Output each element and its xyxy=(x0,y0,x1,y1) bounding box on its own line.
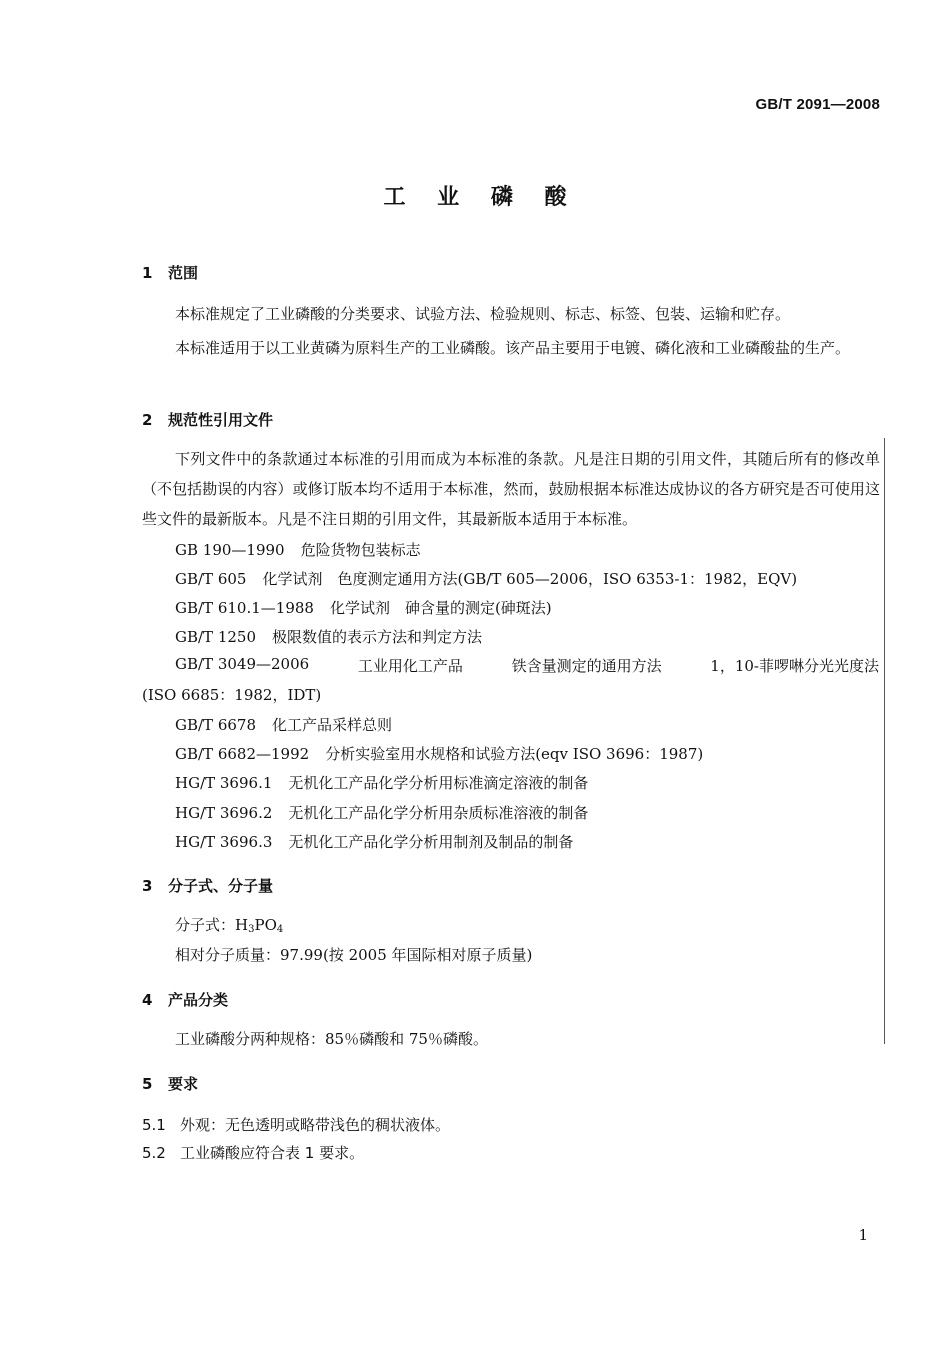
section-4-heading xyxy=(142,989,228,1010)
section-number: 3 xyxy=(142,877,153,895)
reference-item xyxy=(175,568,797,589)
reference-title: 危险货物包装标志 xyxy=(300,541,421,559)
reference-code: GB/T 3049—2006 xyxy=(175,655,310,673)
formula-subscript: 4 xyxy=(276,924,284,935)
item-text: 外观：无色透明或略带浅色的稠状液体。 xyxy=(180,1116,451,1134)
section-2-heading xyxy=(142,409,273,430)
reference-title-part: 1，10-菲啰啉分光光度法 xyxy=(710,657,879,675)
formula-part: H xyxy=(235,916,249,934)
reference-item xyxy=(175,626,482,647)
reference-item xyxy=(175,802,588,823)
requirement-item xyxy=(142,1142,364,1163)
molecular-mass: 相对分子质量：97.99(按 2005 年国际相对原子质量) xyxy=(175,946,533,964)
reference-item xyxy=(175,772,588,793)
formula-label: 分子式： xyxy=(175,916,236,934)
formula-part: PO xyxy=(254,916,277,934)
item-text: 工业磷酸应符合表 1 要求。 xyxy=(180,1144,365,1162)
section-number: 2 xyxy=(142,411,153,429)
scope-paragraph-2: 本标准适用于以工业黄磷为原料生产的工业磷酸。该产品主要用于电镀、磷化液和工业磷酸盐的生产。 xyxy=(175,339,851,357)
requirement-item xyxy=(142,1114,450,1135)
section-number: 1 xyxy=(142,264,153,282)
standard-code: GB/T 2091—2008 xyxy=(755,96,880,113)
reference-title: 极限数值的表示方法和判定方法 xyxy=(272,628,483,646)
section-title: 分子式、分子量 xyxy=(168,877,274,895)
reference-code: GB/T 605 xyxy=(175,570,247,588)
reference-code: GB/T 1250 xyxy=(175,628,257,646)
reference-code: GB/T 6678 xyxy=(175,716,257,734)
document-title: 工 业 磷 酸 xyxy=(383,185,579,210)
molecular-formula xyxy=(175,914,283,935)
formula-subscript: 3 xyxy=(248,924,255,935)
section-title: 范围 xyxy=(168,264,199,282)
margin-rule xyxy=(884,438,885,1044)
reference-item xyxy=(175,597,552,618)
reference-code: GB/T 6682—1992 xyxy=(175,745,310,763)
reference-title: 化学试剂 色度测定通用方法(GB/T 605—2006，ISO 6353-1：1982，EQV) xyxy=(262,570,798,588)
reference-code: HG/T 3696.3 xyxy=(175,833,273,851)
reference-title: 化学试剂 砷含量的测定(砷斑法) xyxy=(329,599,552,617)
section-title: 产品分类 xyxy=(168,991,229,1009)
reference-title: 无机化工产品化学分析用标准滴定溶液的制备 xyxy=(288,774,589,792)
section-3-heading xyxy=(142,875,273,896)
reference-title-part: 铁含量测定的通用方法 xyxy=(511,657,662,675)
reference-continuation: (ISO 6685：1982，IDT) xyxy=(142,686,322,704)
scope-paragraph-1: 本标准规定了工业磷酸的分类要求、试验方法、检验规则、标志、标签、包装、运输和贮存。 xyxy=(175,305,791,323)
reference-item xyxy=(175,655,879,676)
section-5-heading xyxy=(142,1073,198,1094)
reference-code: HG/T 3696.2 xyxy=(175,804,273,822)
reference-code: HG/T 3696.1 xyxy=(175,774,273,792)
classification-text: 工业磷酸分两种规格：85％磷酸和 75％磷酸。 xyxy=(175,1030,488,1048)
reference-title: 分析实验室用水规格和试验方法(eqv ISO 3696：1987) xyxy=(325,745,704,763)
item-number: 5.2 xyxy=(142,1144,166,1162)
section-number: 4 xyxy=(142,991,153,1009)
reference-code: GB/T 610.1—1988 xyxy=(175,599,314,617)
reference-item xyxy=(175,831,573,852)
reference-title: 化工产品采样总则 xyxy=(272,716,393,734)
reference-code: GB 190—1990 xyxy=(175,541,285,559)
section-1-heading xyxy=(142,262,198,283)
page-number: 1 xyxy=(858,1226,868,1244)
references-intro: 下列文件中的条款通过本标准的引用而成为本标准的条款。凡是注日期的引用文件，其随后所有的修改单（不包括勘误的内容）或修订版本均不适用于本标准，然而，鼓励根据本标准达成协议的各方研究是否可使用这些文件的最新版本。凡是不注日期的引用文件，其最新版本适用于本标准。 xyxy=(142,450,880,528)
reference-title: 无机化工产品化学分析用杂质标准溶液的制备 xyxy=(288,804,589,822)
reference-item xyxy=(175,714,392,735)
item-number: 5.1 xyxy=(142,1116,166,1134)
section-number: 5 xyxy=(142,1075,153,1093)
section-title: 规范性引用文件 xyxy=(168,411,274,429)
reference-title: 无机化工产品化学分析用制剂及制品的制备 xyxy=(288,833,574,851)
reference-item xyxy=(175,743,703,764)
section-title: 要求 xyxy=(168,1075,199,1093)
reference-title-part: 工业用化工产品 xyxy=(357,657,463,675)
reference-item xyxy=(175,539,421,560)
